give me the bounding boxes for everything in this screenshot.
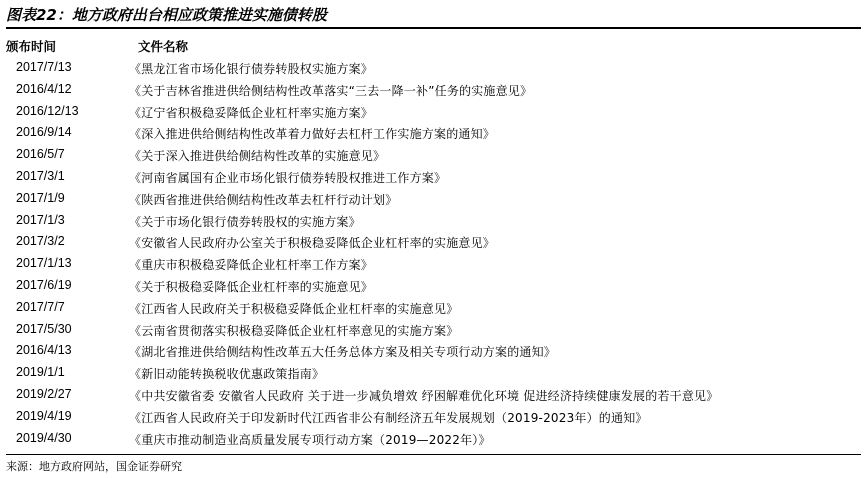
row-date: 2019/1/1: [16, 365, 65, 380]
row-name: 《重庆市积极稳妥降低企业杠杆率工作方案》: [129, 258, 374, 273]
table-row: [0, 275, 866, 297]
row-date: 2016/4/12: [16, 81, 72, 96]
table-row: [0, 79, 866, 101]
header-date: 颁布时间: [6, 39, 57, 54]
table-row: [0, 319, 866, 341]
row-date: 2017/7/7: [16, 299, 65, 314]
table-row: [0, 231, 866, 253]
row-date: 2019/2/27: [16, 386, 72, 401]
row-name: 《黑龙江省市场化银行债券转股权实施方案》: [129, 62, 374, 76]
table-row: [0, 253, 866, 275]
row-name: 《云南省贯彻落实积极稳妥降低企业杠杆率意见的实施方案》: [129, 323, 459, 338]
table-row: [0, 144, 866, 166]
header-name: 文件名称: [138, 39, 189, 54]
row-name: 《关于市场化银行债券转股权的实施方案》: [129, 214, 361, 229]
row-date: 2019/4/19: [16, 408, 72, 423]
table-row: [0, 297, 866, 319]
bottom-divider: [6, 454, 861, 455]
row-name: 《深入推进供给侧结构性改革着力做好去杠杆工作实施方案的通知》: [129, 127, 496, 142]
row-date: 2017/7/13: [16, 60, 72, 74]
row-date: 2017/1/3: [16, 212, 65, 227]
row-name: 《湖北省推进供给侧结构性改革五大任务总体方案及相关专项行动方案的通知》: [129, 345, 557, 360]
row-date: 2017/1/13: [16, 256, 72, 271]
row-date: 2017/5/30: [16, 321, 72, 336]
row-name: 《河南省属国有企业市场化银行债券转股权推进工作方案》: [129, 170, 447, 185]
table-row: [0, 210, 866, 232]
row-name: 《关于积极稳妥降低企业杠杆率的实施意见》: [129, 279, 374, 294]
table-row: [0, 428, 866, 450]
row-name: 《关于吉林省推进供给侧结构性改革落实“三去一降一补”任务的实施意见》: [129, 83, 533, 98]
row-name: 《辽宁省积极稳妥降低企业杠杆率实施方案》: [129, 105, 374, 120]
source-note: 来源：地方政府网站，国金证券研究: [6, 460, 182, 473]
figure-title: 图表22：地方政府出台相应政策推进实施债转股: [6, 6, 327, 24]
row-name: 《安徽省人民政府办公室关于积极稳妥降低企业杠杆率的实施意见》: [129, 236, 496, 251]
row-date: 2017/1/9: [16, 190, 65, 205]
table-row: [0, 384, 866, 406]
row-date: 2016/5/7: [16, 147, 65, 162]
table-row: [0, 406, 866, 428]
row-date: 2017/6/19: [16, 277, 72, 292]
table-row: [0, 101, 866, 123]
row-name: 《江西省人民政府关于积极稳妥降低企业杠杆率的实施意见》: [129, 301, 459, 316]
table-header: [0, 34, 866, 56]
row-date: 2019/4/30: [16, 430, 72, 445]
row-name: 《重庆市推动制造业高质量发展专项行动方案（2019—2022年）》: [129, 432, 491, 447]
table-row: [0, 340, 866, 362]
row-date: 2016/9/14: [16, 125, 72, 140]
table-row: [0, 166, 866, 188]
row-name: 《陕西省推进供给侧结构性改革去杠杆行动计划》: [129, 192, 398, 207]
row-date: 2016/4/13: [16, 343, 72, 358]
table-row: [0, 188, 866, 210]
table-row: [0, 57, 866, 79]
table-body: [0, 57, 866, 449]
table-row: [0, 362, 866, 384]
title-divider: [6, 27, 861, 29]
row-date: 2016/12/13: [16, 103, 79, 118]
row-name: 《中共安徽省委 安徽省人民政府 关于进一步减负增效 纾困解难优化环境 促进经济持续健康发展的若干意见》: [129, 388, 719, 403]
table-row: [0, 122, 866, 144]
row-date: 2017/3/1: [16, 168, 65, 183]
row-name: 《新旧动能转换税收优惠政策指南》: [129, 367, 325, 382]
row-date: 2017/3/2: [16, 234, 65, 249]
row-name: 《关于深入推进供给侧结构性改革的实施意见》: [129, 149, 386, 164]
row-name: 《江西省人民政府关于印发新时代江西省非公有制经济五年发展规划（2019-2023年）的通知》: [129, 410, 648, 425]
